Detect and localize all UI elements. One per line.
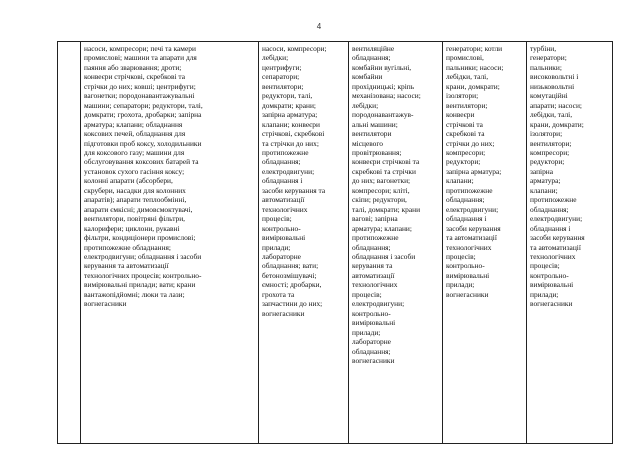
- page-number: 4: [316, 22, 322, 31]
- equipment-list-cell-4: [443, 42, 527, 444]
- equipment-list-cell-2: [259, 42, 349, 444]
- equipment-table: [57, 41, 613, 444]
- equipment-list-text-2: насоси, компресори; лебідки; центрифуги; сепаратори; вентилятори; редуктори, талі, домкрати; крани; запірна арматура; клапани; конвеєри стрічкові, скребкові та стрічки до них; протипожежне обладнання; електродвигуни; обладнання і засоби керування та автоматизації технологічних процесів; контрольно- вимірювальні прилади; лабораторне обладнання; вати; бетонозмішувачі; ємності; дробарки, грохота та запчастини до них; вогнегасники: [262, 44, 327, 318]
- equipment-list-cell-5: [527, 42, 613, 444]
- equipment-list-text-1: насоси, компресори; печі та камери промислові; машини та апарати для паяння або зварювання; дроти; конвеєри стрічкові, скребкові та стрічки до них; ковші; центрифуги; вагонетки; породонавантажувальні машини; сепаратори; редуктори, талі, домкрати; грохота, дробарки; запірна арматура; клапани; обладнання коксових печей, обладнання для підготовки проб коксу, холодильники для коксового газу; машини для обслуговування коксових батарей та установок сухого гасіння коксу; колонні апарати (абсорбери, скрубери, насадки для колонних апаратів); апарати теплообмінні, апарати ємкісні; димовсмоктувачі, вентилятори, повітряні фільтри, калорифери; циклони, рукавні фільтри, кондиціонери промислові; протипожежне обладнання; електродвигуни; обладнання і засоби керування та автоматизації технологічних процесів; контрольно- вимірювальні прилади; вати; крани вантажопідйомні; люки та лази; вогнегасники: [84, 44, 203, 309]
- equipment-list-text-5: турбіни, генератори; пальники; високовольтні і низьковольтні комутаційні апарати; насоси; лебідки, талі, крани, домкрати; ізолятори; вентилятори; компресори; редуктори; запірна арматура; клапани; протипожежне обладнання; електродвигуни; обладнання і засоби керування та автоматизації технологічних процесів; контрольно- вимірювальні прилади; вогнегасники: [530, 44, 585, 309]
- equipment-list-cell-3: [349, 42, 443, 444]
- table-row: [58, 42, 613, 444]
- row-number-cell: [58, 42, 81, 444]
- equipment-list-text-4: генератори; котли промислові, пальники; насоси; лебідки, талі, крани, домкрати; ізолятори; вентилятори; конвеєри стрічкові та скребкові та стрічки до них; компресори; редуктори; запірна арматура; клапани; протипожежне обладнання; електродвигуни; обладнання і засоби керування та автоматизації технологічних процесів; контрольно- вимірювальні прилади; вогнегасники: [446, 44, 504, 299]
- equipment-list-text-3: вентиляційне обладнання; комбайни вугільні, комбайни прохідницькі; кріпь механізована; насоси; лебідки; породонавантажув- альні машини; вентилятори місцевого провітрювання; конвеєри стрічкові та скребкові та стрічки до них; вагонетки; компресори; кліті, скіпи; редуктори, талі, домкрати; крани вагові; запірна арматура; клапани; протипожежне обладнання; обладнання і засоби керування та автоматизації технологічних процесів; електродвигуни; контрольно- вимірювальні прилади; лабораторне обладнання; вогнегасники: [352, 44, 421, 365]
- equipment-list-cell-1: [81, 42, 259, 444]
